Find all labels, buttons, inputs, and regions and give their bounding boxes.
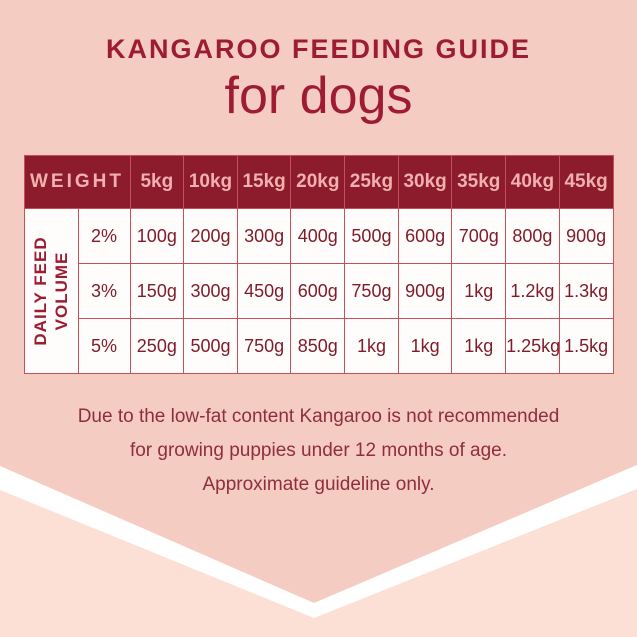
weight-corner-header: WEIGHT	[24, 156, 130, 209]
feed-value-cell: 750g	[237, 319, 291, 374]
footer-line: Due to the low-fat content Kangaroo is not recommended	[77, 406, 560, 428]
footer-note	[0, 400, 637, 502]
weight-header-cell: 35kg	[452, 156, 506, 209]
weight-header-cell: 30kg	[398, 156, 452, 209]
feed-value-cell: 800g	[506, 209, 560, 264]
feed-value-cell: 500g	[184, 319, 238, 374]
feed-value-cell: 750g	[345, 264, 399, 319]
row-group-label-cell	[24, 209, 78, 374]
feed-value-cell: 1.3kg	[559, 264, 613, 319]
weight-header-cell: 40kg	[506, 156, 560, 209]
feed-value-cell: 850g	[291, 319, 345, 374]
label-line: VOLUME	[52, 251, 71, 331]
feed-value-cell: 1kg	[452, 264, 506, 319]
feed-value-cell: 600g	[398, 209, 452, 264]
feed-value-cell: 900g	[559, 209, 613, 264]
weight-header-cell: 20kg	[291, 156, 345, 209]
feed-value-cell: 200g	[184, 209, 238, 264]
feed-value-cell: 600g	[291, 264, 345, 319]
feed-value-cell: 1kg	[398, 319, 452, 374]
percent-cell: 2%	[78, 209, 130, 264]
feed-value-cell: 100g	[130, 209, 184, 264]
feed-value-cell: 1kg	[345, 319, 399, 374]
daily-feed-volume-label	[30, 237, 73, 346]
weight-header-cell: 25kg	[345, 156, 399, 209]
weight-header-cell: 45kg	[559, 156, 613, 209]
feeding-table	[24, 155, 614, 374]
page-title: KANGAROO FEEDING GUIDE	[105, 34, 532, 64]
table-header-row	[24, 156, 613, 209]
feed-value-cell: 1kg	[452, 319, 506, 374]
label-line: DAILY FEED	[30, 236, 50, 346]
feed-value-cell: 900g	[398, 264, 452, 319]
feed-value-cell: 500g	[345, 209, 399, 264]
feed-value-cell: 1.5kg	[559, 319, 613, 374]
table-row	[24, 209, 613, 264]
feed-value-cell: 150g	[130, 264, 184, 319]
footer-line: Approximate guideline only.	[202, 474, 435, 496]
weight-header-cell: 10kg	[184, 156, 238, 209]
feed-value-cell: 450g	[237, 264, 291, 319]
percent-cell: 3%	[78, 264, 130, 319]
percent-cell: 5%	[78, 319, 130, 374]
weight-header-cell: 15kg	[237, 156, 291, 209]
table-row	[24, 319, 613, 374]
feed-value-cell: 1.2kg	[506, 264, 560, 319]
feed-value-cell: 300g	[184, 264, 238, 319]
feed-value-cell: 400g	[291, 209, 345, 264]
feed-value-cell: 250g	[130, 319, 184, 374]
feed-value-cell: 1.25kg	[506, 319, 560, 374]
feed-value-cell: 300g	[237, 209, 291, 264]
feed-value-cell: 700g	[452, 209, 506, 264]
weight-header-cell: 5kg	[130, 156, 184, 209]
page-subtitle: for dogs	[224, 67, 413, 125]
footer-line: for growing puppies under 12 months of age.	[129, 440, 508, 462]
table-row	[24, 264, 613, 319]
